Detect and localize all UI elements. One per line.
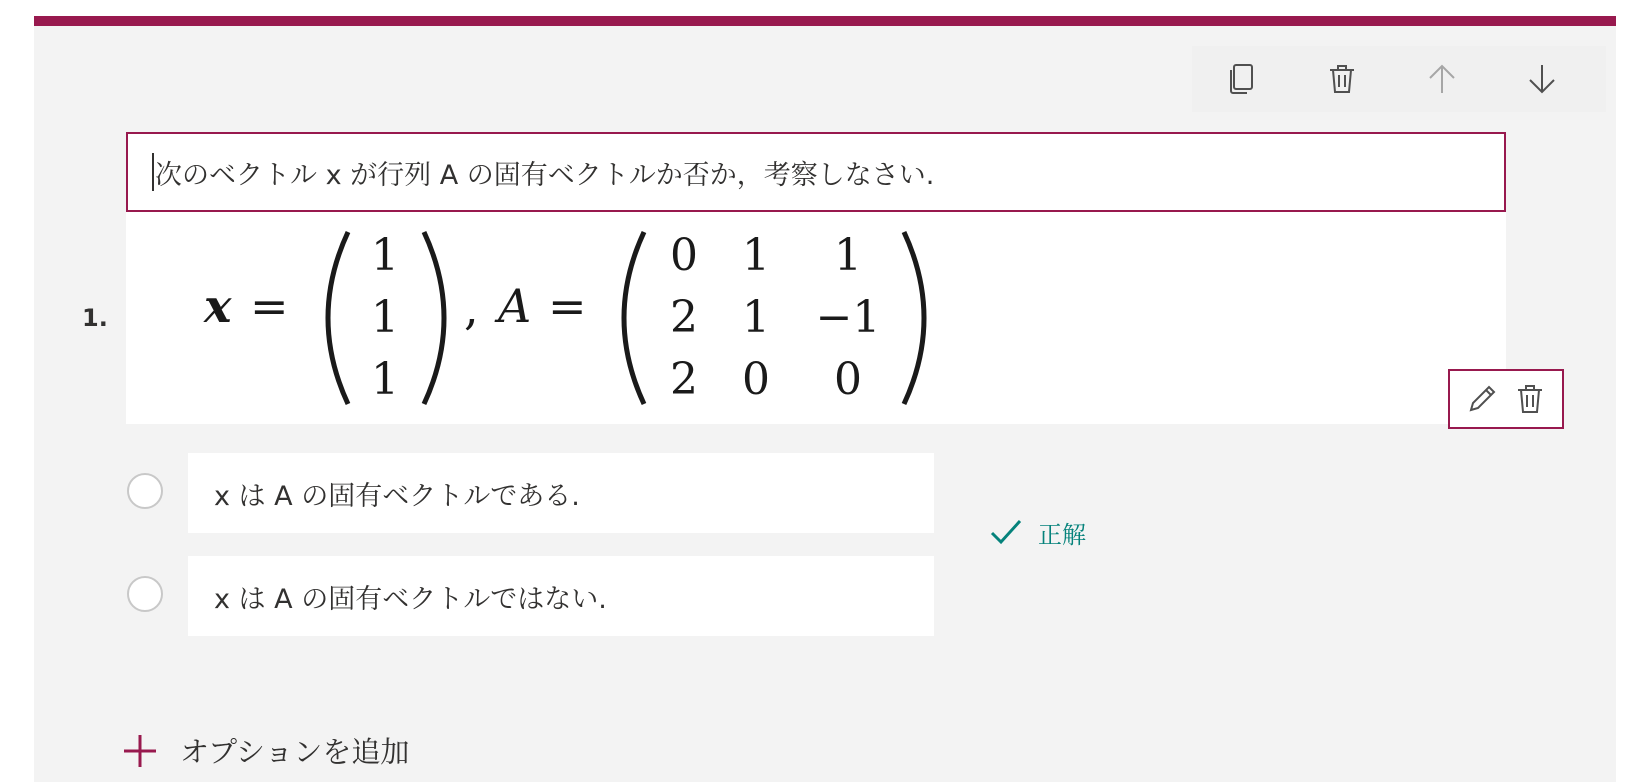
matrix-entry: 2: [670, 292, 698, 343]
vector-entry: 1: [371, 292, 399, 343]
matrix-left-paren: [624, 232, 644, 404]
option-text: x は A の固有ベクトルではない.: [214, 583, 607, 615]
correct-answer-toggle[interactable]: [988, 514, 1086, 550]
arrow-up-icon: [1424, 61, 1460, 97]
question-image[interactable]: [126, 212, 1506, 424]
option-radio[interactable]: [127, 473, 163, 509]
vector-entry: 1: [371, 230, 399, 281]
plus-icon: [122, 733, 158, 769]
vector-right-paren: [424, 232, 444, 404]
copy-icon: [1224, 61, 1260, 97]
matrix-entry: −1: [815, 292, 881, 343]
math-comma: ,: [464, 281, 479, 335]
vector-left-paren: [328, 232, 348, 404]
move-down-button[interactable]: [1492, 46, 1592, 112]
matrix-entry: 0: [670, 230, 698, 281]
add-option-button[interactable]: [122, 730, 409, 771]
option-input[interactable]: [188, 453, 934, 533]
math-equals-2: =: [548, 279, 587, 333]
image-tools: [1448, 369, 1564, 429]
question-toolbar: [1192, 46, 1606, 112]
trash-icon: [1513, 382, 1547, 416]
delete-question-button[interactable]: [1292, 46, 1392, 112]
option-text: x は A の固有ベクトルである.: [214, 480, 580, 512]
question-title-text: 次のベクトル x が行列 A の固有ベクトルか否か，考察しなさい.: [155, 159, 935, 191]
arrow-down-icon: [1524, 61, 1560, 97]
matrix-entry: 1: [834, 230, 862, 281]
question-number: 1.: [82, 304, 108, 332]
math-a-label: A: [498, 279, 532, 333]
edit-image-button[interactable]: [1465, 382, 1499, 416]
text-caret: [152, 153, 154, 191]
question-card: [34, 16, 1616, 782]
checkmark-icon: [988, 514, 1024, 550]
correct-label: 正解: [1038, 520, 1086, 549]
math-x-label: x: [204, 279, 232, 333]
add-option-label: オプションを追加: [180, 735, 410, 769]
question-title-input[interactable]: [126, 132, 1506, 212]
matrix-entry: 1: [742, 292, 770, 343]
matrix-entry: 0: [742, 354, 770, 405]
option-radio[interactable]: [127, 576, 163, 612]
move-up-button[interactable]: [1392, 46, 1492, 112]
math-equals-1: =: [250, 279, 289, 333]
copy-question-button[interactable]: [1192, 46, 1292, 112]
vector-entry: 1: [371, 354, 399, 405]
math-formula: [126, 212, 1506, 424]
matrix-entry: 2: [670, 354, 698, 405]
option-input[interactable]: [188, 556, 934, 636]
accent-bar: [34, 16, 1616, 26]
matrix-right-paren: [904, 232, 924, 404]
delete-image-button[interactable]: [1513, 382, 1547, 416]
matrix-entry: 1: [742, 230, 770, 281]
trash-icon: [1324, 61, 1360, 97]
pencil-icon: [1465, 382, 1499, 416]
matrix-entry: 0: [834, 354, 862, 405]
